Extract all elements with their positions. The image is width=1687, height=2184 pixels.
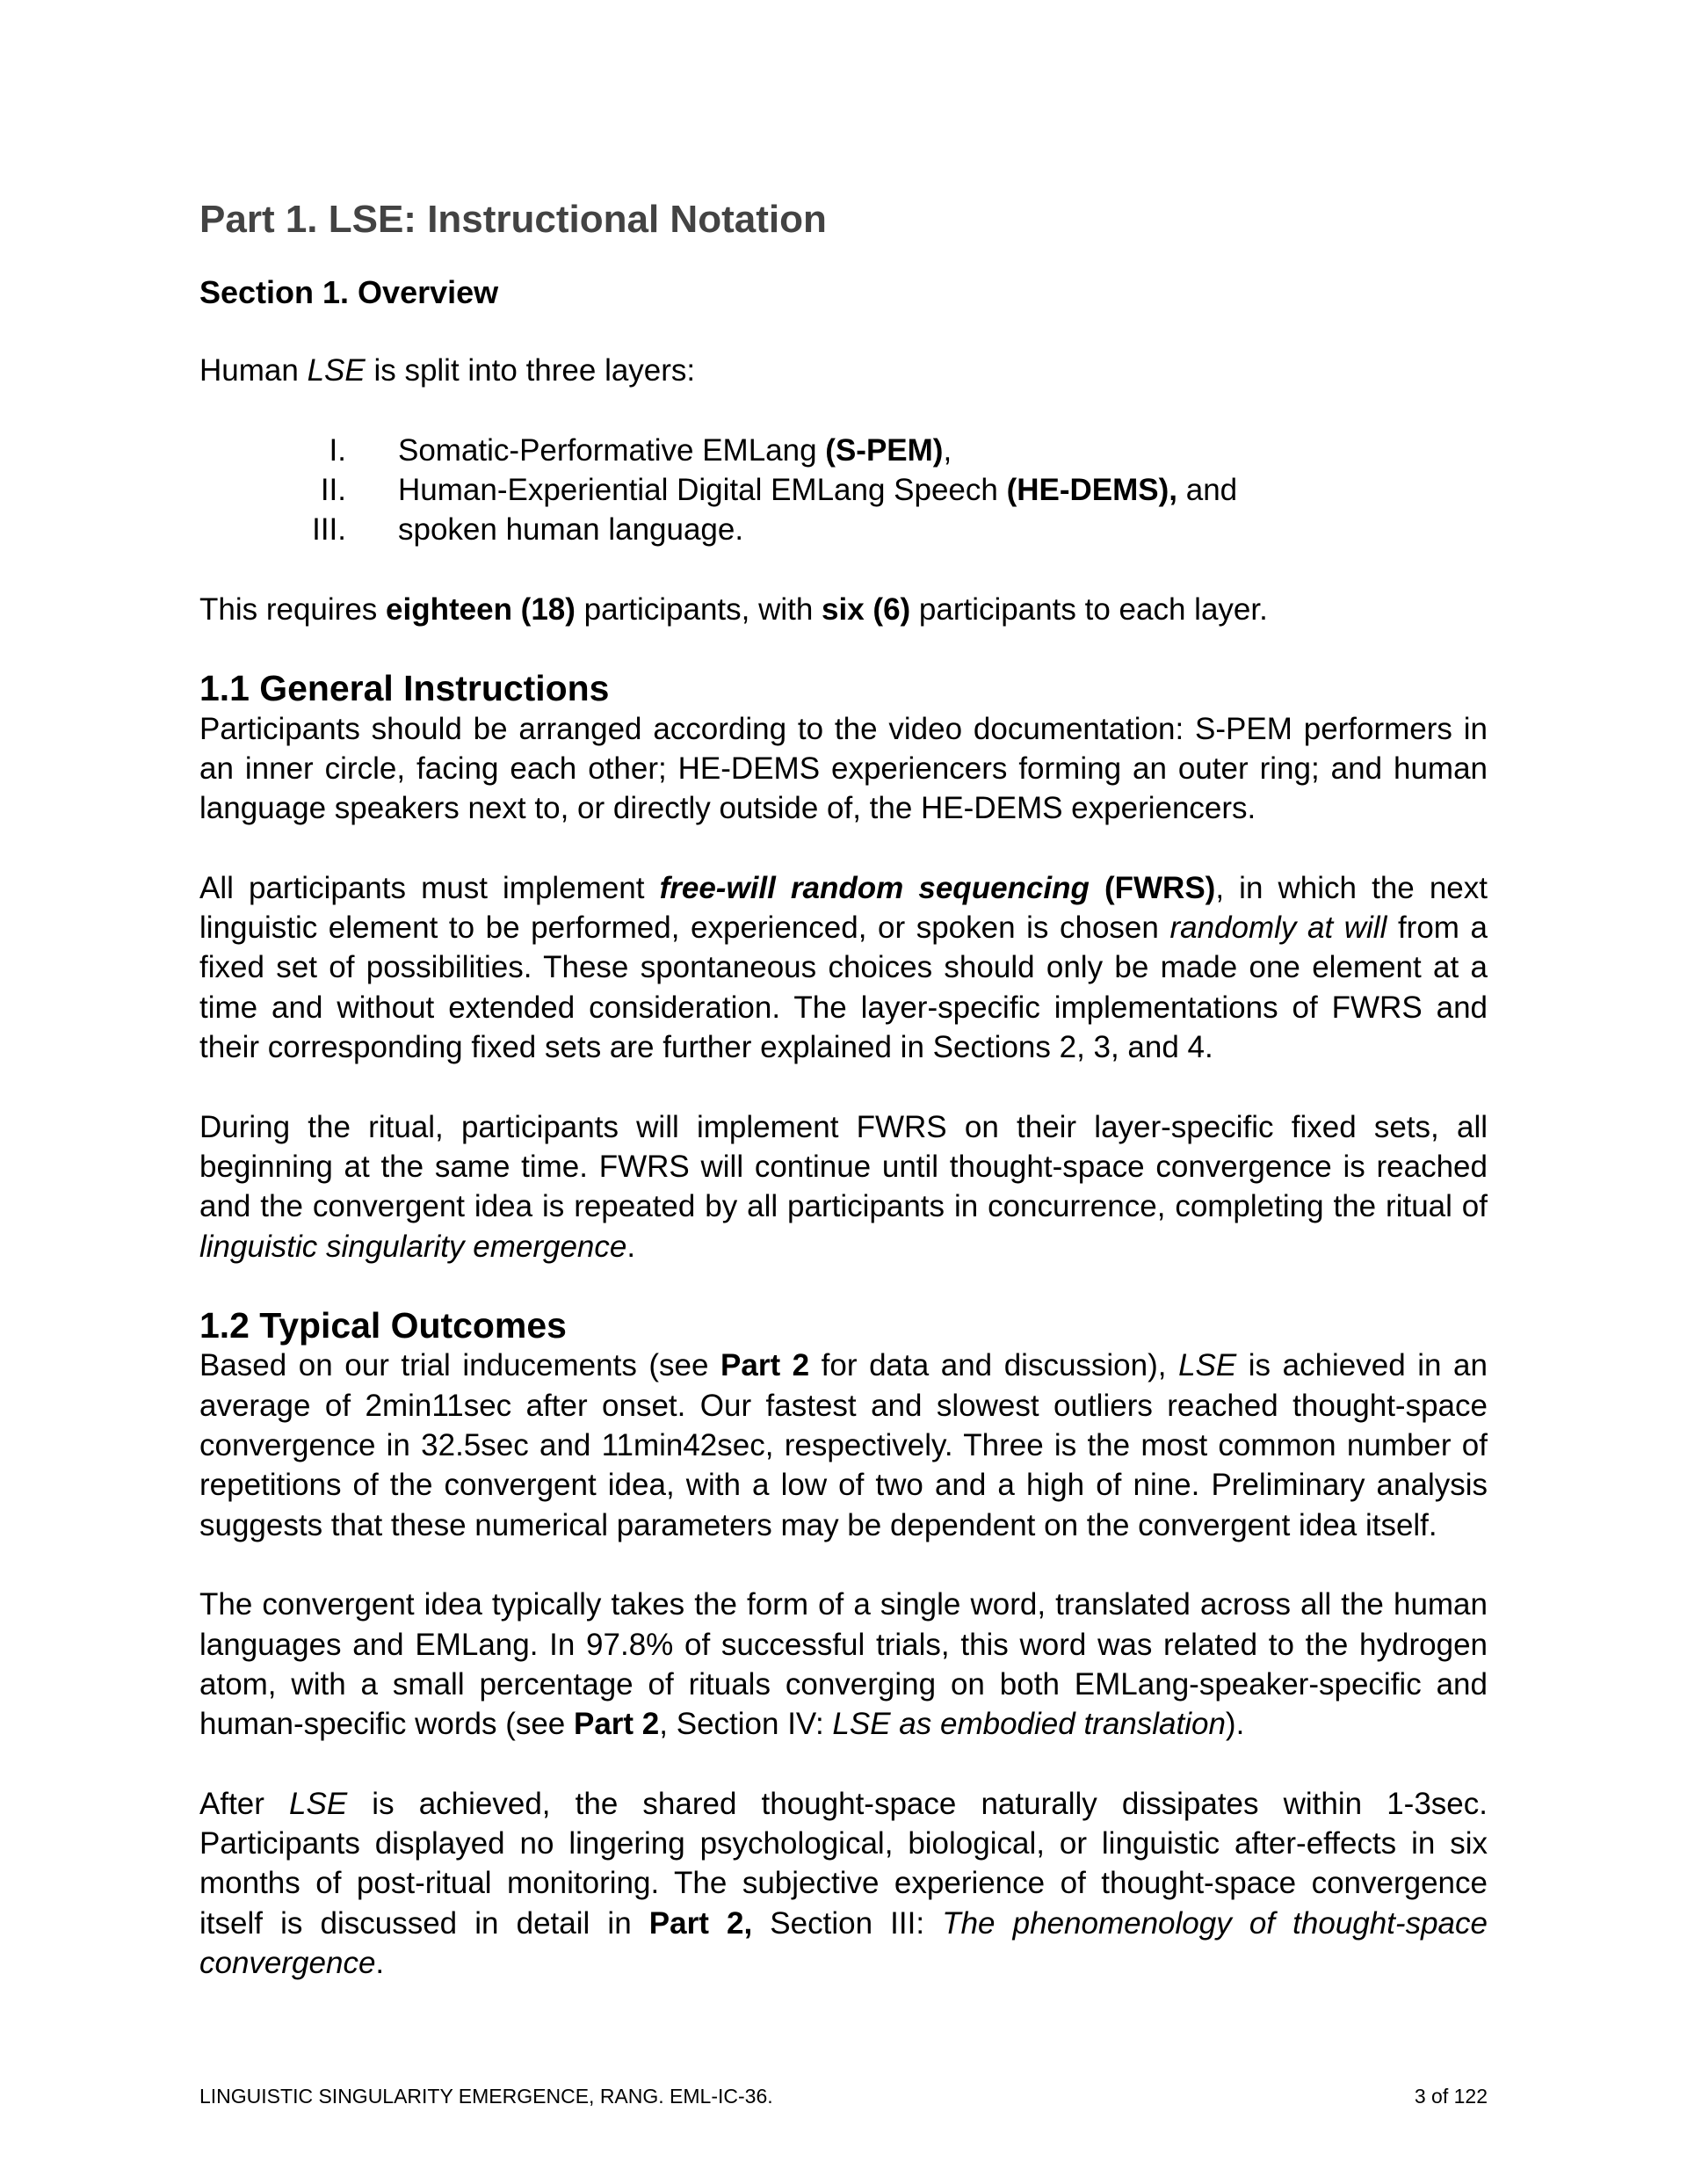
page-footer — [199, 2083, 1488, 2109]
requirement-paragraph: This requires eighteen (18) participants, with six (6) participants to each layer. — [199, 591, 1268, 627]
italic-term: The phenomenology of thought-space convergence — [199, 1905, 1488, 1980]
paragraph-spacer — [199, 549, 1488, 589]
list-item-text: Human-Experiential Digital EMLang Speech (HE-DEMS), and — [398, 472, 1238, 507]
bold-term: (HE-DEMS), — [1006, 472, 1178, 507]
footer-document-title: LINGUISTIC SINGULARITY EMERGENCE, RANG. EML-IC-36. — [199, 2085, 773, 2108]
typical-outcomes-paragraph-3: After LSE is achieved, the shared thought-space naturally dissipates within 1-3sec. Participants displayed no lingering psychological, biological, or linguistic after-effects in six months of post-ritual monitoring. The subjective experience of thought-space convergence itself is discussed in detail in Part 2, Section III: The phenomenology of thought-space convergence. — [199, 1786, 1488, 1980]
list-item-layer-2 — [199, 470, 1488, 510]
subsection-heading-typical-outcomes: 1.2 Typical Outcomes — [199, 1305, 567, 1346]
list-item-text: spoken human language. — [398, 512, 744, 548]
layers-list — [199, 431, 1488, 550]
list-numeral: III. — [312, 512, 346, 548]
intro-paragraph: Human LSE is split into three layers: — [199, 353, 696, 388]
bold-term: six (6) — [822, 591, 911, 627]
italic-term: LSE as embodied translation — [832, 1707, 1226, 1742]
italic-term: LSE — [1178, 1348, 1237, 1383]
italic-term: randomly at will — [1169, 911, 1387, 946]
paragraph-spacer — [199, 1266, 1488, 1306]
bold-term: (FWRS) — [1104, 870, 1216, 905]
paragraph-spacer — [199, 390, 1488, 430]
paragraph-spacer — [199, 1744, 1488, 1783]
general-instructions-paragraph-3: During the ritual, participants will implement FWRS on their layer-specific fixed sets, all beginning at the same time. FWRS will continue until thought-space convergence is reached and the convergent idea is repeated by all participants in concurrence, completing the ritual of linguistic singularity emergence. — [199, 1109, 1488, 1264]
general-instructions-paragraph-1: Participants should be arranged according to the video documentation: S-PEM performers in an inner circle, facing each other; HE-DEMS experiencers forming an outer ring; and human language speakers next to, or directly outside of, the HE-DEMS experiencers. — [199, 711, 1488, 826]
bold-italic-term: free-will random sequencing — [659, 870, 1090, 905]
paragraph-spacer — [199, 829, 1488, 868]
list-item-layer-1 — [199, 431, 1488, 470]
section-title: Section 1. Overview — [199, 274, 499, 310]
paragraph-spacer — [199, 629, 1488, 669]
list-numeral: I. — [329, 432, 346, 468]
part-title: Part 1. LSE: Instructional Notation — [199, 198, 827, 241]
bold-term: (S-PEM) — [825, 432, 944, 468]
typical-outcomes-paragraph-2: The convergent idea typically takes the form of a single word, translated across all the human languages and EMLang. In 97.8% of successful trials, this word was related to the hydrogen atom, with a small percentage of rituals converging on both EMLang-speaker-specific and human-specific words (see Part 2, Section IV: LSE as embodied translation). — [199, 1587, 1488, 1742]
footer-page-number: 3 of 122 — [1414, 2085, 1488, 2108]
bold-term: Part 2 — [720, 1348, 810, 1383]
paragraph-spacer — [199, 1067, 1488, 1107]
general-instructions-paragraph-2: All participants must implement free-will random sequencing (FWRS), in which the next linguistic element to be performed, experienced, or spoken is chosen randomly at will from a fixed set of possibilities. These spontaneous choices should only be made one element at a time and without extended consideration. The layer-specific implementations of FWRS and their corresponding fixed sets are further explained in Sections 2, 3, and 4. — [199, 870, 1488, 1065]
italic-term: LSE — [289, 1786, 348, 1821]
subsection-heading-general-instructions: 1.1 General Instructions — [199, 668, 610, 709]
list-item-text: Somatic-Performative EMLang (S-PEM), — [398, 432, 952, 468]
list-item-layer-3 — [199, 510, 1488, 549]
document-body — [199, 351, 1488, 1983]
paragraph-spacer — [199, 1545, 1488, 1585]
list-numeral: II. — [320, 472, 346, 507]
bold-term: Part 2, — [648, 1905, 753, 1941]
italic-term: LSE — [307, 353, 366, 388]
italic-term: linguistic singularity emergence — [199, 1229, 627, 1264]
bold-term: Part 2 — [574, 1707, 660, 1742]
typical-outcomes-paragraph-1: Based on our trial inducements (see Part 2 for data and discussion), LSE is achieved in an average of 2min11sec after onset. Our fastest and slowest outliers reached thought-space convergence in 32.5sec and 11min42sec, respectively. Three is the most common number of repetitions of the convergent idea, with a low of two and a high of nine. Preliminary analysis suggests that these numerical parameters may be dependent on the convergent idea itself. — [199, 1348, 1488, 1542]
bold-term: eighteen (18) — [386, 591, 576, 627]
